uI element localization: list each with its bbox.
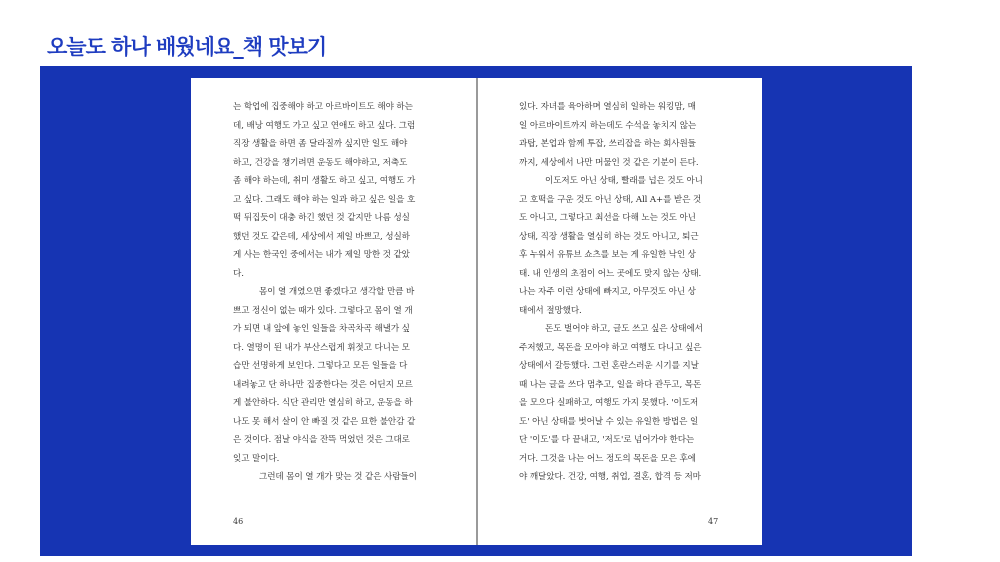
text-line: 직장 생활을 하면 좀 달라질까 싶지만 일도 해야 xyxy=(233,139,408,149)
right-page-text xyxy=(519,98,724,487)
text-line: 태. 내 인생의 초점이 어느 곳에도 맞지 않는 상태. xyxy=(519,268,702,279)
text-line: 있다. 자녀를 육아하며 열심히 일하는 워킹맘, 매 xyxy=(519,102,696,112)
text-line: 상태에서 갈등했다. 그런 혼란스러운 시기를 지날 xyxy=(519,361,699,371)
text-line: 고 호떡을 구운 것도 아닌 상태, All A+를 받은 것 xyxy=(519,194,702,205)
text-line: 과탑, 본업과 함께 투잡, 쓰리잡을 하는 회사원들 xyxy=(519,139,696,149)
text-line: 을 모으다 실패하고, 여행도 가지 못했다. '이도저 xyxy=(519,398,699,408)
text-line: 상태, 직장 생활을 열심히 하는 것도 아니고, 퇴근 xyxy=(519,231,699,242)
text-line: 하고, 건강을 챙기려면 운동도 해야하고, 저축도 xyxy=(233,157,408,168)
text-line: 다. 열명이 된 내가 부산스럽게 휘젓고 다니는 모 xyxy=(233,342,410,353)
text-line: 주저했고, 목돈을 모아야 하고 여행도 다니고 싶은 xyxy=(519,342,702,353)
text-line: 이도저도 아닌 상태, 빨래를 넙은 것도 아니 xyxy=(545,176,703,186)
page-number-right: 47 xyxy=(708,517,719,526)
text-line: 습만 선명하게 보인다. 그렇다고 모든 일들을 다 xyxy=(233,361,408,371)
text-line: 데, 배낭 여행도 가고 싶고 연애도 하고 싶다. 그럼 xyxy=(233,120,416,131)
text-line: 가 되면 내 앞에 놓인 일들을 차곡차곡 해낼가 싶 xyxy=(233,324,410,334)
text-line: 게 사는 한국인 중에서는 내가 제일 망한 것 같았 xyxy=(233,250,410,260)
text-line: 단 '이도'를 다 끝내고, '저도'로 넘어가야 한다는 xyxy=(519,435,695,445)
text-line: 도' 아닌 상태를 벗어날 수 있는 유일한 방법은 일 xyxy=(519,416,699,427)
text-line: 좀 해야 하는데, 취미 생활도 하고 싶고, 여행도 가 xyxy=(233,176,416,186)
text-line: 쁘고 정신이 없는 때가 있다. 그렇다고 몸이 열 개 xyxy=(233,305,413,316)
page-number-left: 46 xyxy=(233,517,244,526)
text-line: 떡 뒤집듯이 대충 하긴 했던 것 같지만 나름 성실 xyxy=(233,213,410,223)
text-line: 도 아니고, 그렇다고 최선을 다해 노는 것도 아닌 xyxy=(519,213,696,223)
page-title: 오늘도 하나 배웠네요_책 맛보기 xyxy=(47,35,327,59)
text-line: 은 것이다. 점날 야식을 잔뜩 먹었던 것은 그대로 xyxy=(233,435,410,445)
text-line: 고 싶다. 그래도 해야 하는 일과 하고 싶은 일을 호 xyxy=(233,194,416,205)
text-line: 나도 못 해서 살이 안 빠질 것 같은 묘한 불안감 같 xyxy=(233,416,416,427)
text-line: 잊고 말이다. xyxy=(233,453,280,464)
left-page-text xyxy=(233,98,438,487)
text-line: 후 누워서 유튜브 쇼츠를 보는 게 유일한 낙인 상 xyxy=(519,250,696,260)
text-line: 했던 것도 같은데, 세상에서 제일 바쁘고, 성실하 xyxy=(233,231,410,242)
text-line: 돈도 벌어야 하고, 글도 쓰고 싶은 상태에서 xyxy=(545,324,703,334)
text-line: 태에서 절망했다. xyxy=(519,305,582,316)
text-line: 일 아르바이트까지 하는데도 수석을 놓치지 않는 xyxy=(519,120,697,131)
text-line: 다. xyxy=(233,268,244,279)
book-spine-gutter xyxy=(476,78,478,545)
text-line: 때 나는 글을 쓰다 멈추고, 일을 하다 관두고, 목돈 xyxy=(519,379,702,390)
text-line: 거다. 그것을 나는 어느 정도의 목돈을 모은 후에 xyxy=(519,453,696,464)
text-line: 내려놓고 단 하나만 집중한다는 것은 어딘지 모르 xyxy=(233,379,413,390)
text-line: 몸이 열 개였으면 좋겠다고 생각할 만큼 바 xyxy=(259,287,415,297)
text-line: 까지, 세상에서 나만 머물인 것 같은 기분이 든다. xyxy=(519,157,699,168)
text-line: 게 불안하다. 식단 관리만 열심히 하고, 운동을 하 xyxy=(233,398,413,408)
text-line: 그런데 몸이 열 개가 맞는 것 같은 사람들이 xyxy=(259,472,417,482)
text-line: 나는 자주 이런 상태에 빠지고, 아무것도 아닌 상 xyxy=(519,287,696,297)
text-line: 야 깨달았다. 건강, 여행, 취업, 결혼, 합격 등 저마 xyxy=(519,472,701,482)
text-line: 는 학업에 집중해야 하고 아르바이트도 해야 하는 xyxy=(233,102,413,112)
